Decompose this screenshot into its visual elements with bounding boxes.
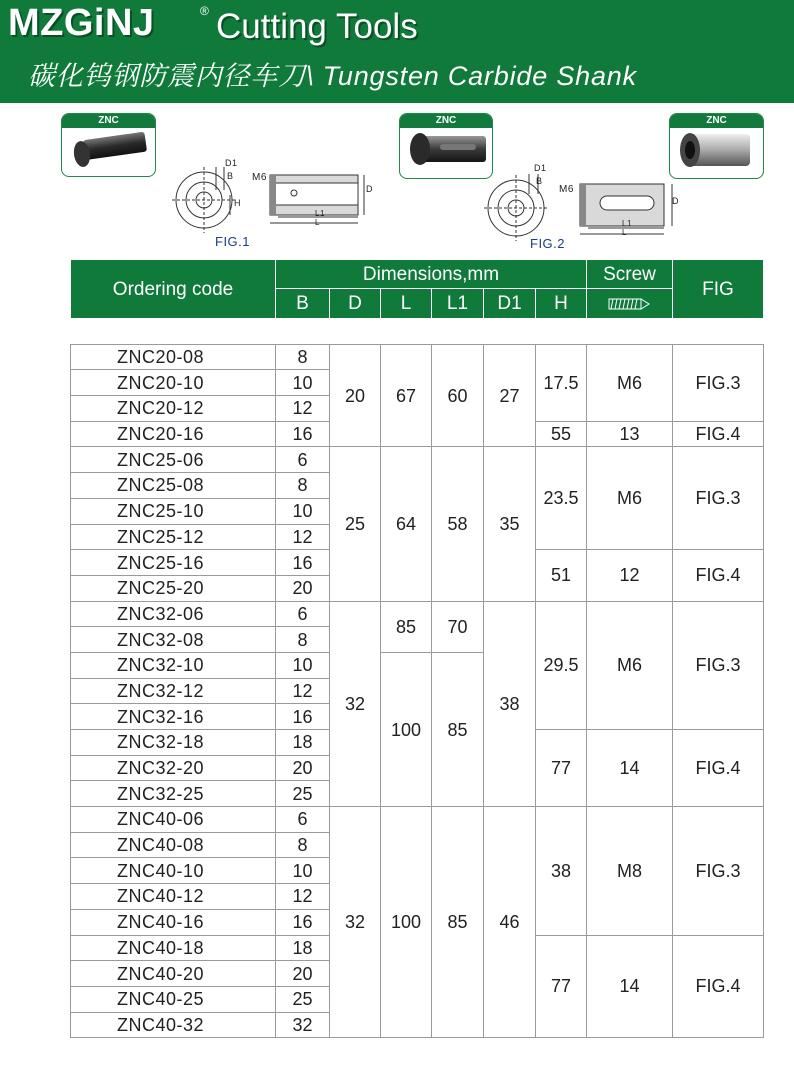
b-value: 6	[276, 447, 330, 473]
l-value: 100	[381, 807, 432, 1038]
photo-tag: ZNC	[400, 114, 492, 128]
fig2-d1-label: D1	[534, 163, 547, 173]
screw-value: M8	[587, 807, 673, 935]
col-header-h: H	[536, 289, 587, 319]
d-value: 32	[330, 601, 381, 807]
fig1-h-label: H	[234, 198, 241, 208]
ordering-code: ZNC20-12	[71, 396, 276, 422]
ordering-code: ZNC20-16	[71, 421, 276, 447]
col-header-b: B	[276, 289, 330, 319]
l-value: 64	[381, 447, 432, 601]
b-value: 16	[276, 550, 330, 576]
h-value: 77	[536, 730, 587, 807]
brand-suffix: Cutting Tools	[216, 7, 418, 46]
page-subtitle: 碳化钨钢防震内径车刀\ Tungsten Carbide Shank	[28, 61, 637, 91]
screw-symbol-cell	[587, 289, 673, 319]
ordering-code: ZNC40-08	[71, 832, 276, 858]
fig2-d-label: D	[672, 196, 679, 206]
fig2-l-label: L	[622, 228, 627, 237]
b-value: 16	[276, 704, 330, 730]
screw-value: 12	[587, 550, 673, 601]
ordering-code: ZNC25-12	[71, 524, 276, 550]
ordering-code: ZNC40-25	[71, 986, 276, 1012]
fig1-drawing	[168, 155, 368, 243]
registered-mark: ®	[200, 4, 209, 18]
fig2-b-label: B	[536, 176, 543, 186]
ordering-code: ZNC25-16	[71, 550, 276, 576]
fig-value: FIG.4	[673, 550, 764, 601]
h-value: 55	[536, 421, 587, 447]
col-header-screw: Screw	[587, 260, 673, 289]
h-value: 77	[536, 935, 587, 1038]
ordering-code: ZNC32-10	[71, 652, 276, 678]
b-value: 12	[276, 678, 330, 704]
col-header-l1: L1	[432, 289, 484, 319]
ordering-code: ZNC32-25	[71, 781, 276, 807]
shank-image-icon	[62, 114, 155, 176]
ordering-code: ZNC40-12	[71, 884, 276, 910]
b-value: 8	[276, 344, 330, 370]
ordering-code: ZNC40-16	[71, 909, 276, 935]
b-value: 6	[276, 807, 330, 833]
d-value: 20	[330, 344, 381, 447]
b-value: 12	[276, 524, 330, 550]
b-value: 20	[276, 575, 330, 601]
ordering-code: ZNC25-20	[71, 575, 276, 601]
d1-value: 46	[484, 807, 536, 1038]
spec-table	[70, 259, 764, 1038]
b-value: 6	[276, 601, 330, 627]
ordering-code: ZNC32-06	[71, 601, 276, 627]
d1-value: 35	[484, 447, 536, 601]
l-value: 100	[381, 652, 432, 806]
b-value: 12	[276, 884, 330, 910]
photo-tag: ZNC	[62, 114, 155, 128]
screw-value: 14	[587, 730, 673, 807]
fig-value: FIG.4	[673, 935, 764, 1038]
h-value: 29.5	[536, 601, 587, 729]
screw-value: M6	[587, 344, 673, 421]
fig1-l-label: L	[315, 218, 320, 227]
b-value: 18	[276, 935, 330, 961]
ordering-code: ZNC32-12	[71, 678, 276, 704]
fig2-l1-label: L1	[622, 219, 632, 228]
screw-value: M6	[587, 447, 673, 550]
b-value: 10	[276, 370, 330, 396]
b-value: 8	[276, 832, 330, 858]
b-value: 25	[276, 781, 330, 807]
l-value: 85	[381, 601, 432, 652]
brand-logo: MZGiNJ	[8, 2, 155, 44]
b-value: 8	[276, 627, 330, 653]
d-value: 32	[330, 807, 381, 1038]
fig-value: FIG.4	[673, 730, 764, 807]
ordering-code: ZNC32-08	[71, 627, 276, 653]
fig-value: FIG.3	[673, 344, 764, 421]
b-value: 20	[276, 961, 330, 987]
ordering-code: ZNC25-06	[71, 447, 276, 473]
b-value: 10	[276, 858, 330, 884]
b-value: 20	[276, 755, 330, 781]
fig2-caption: FIG.2	[530, 236, 566, 251]
header-banner	[0, 0, 794, 103]
fig1-d1-label: D1	[225, 158, 238, 168]
b-value: 10	[276, 498, 330, 524]
b-value: 32	[276, 1012, 330, 1038]
l1-value: 58	[432, 447, 484, 601]
fig-value: FIG.3	[673, 807, 764, 935]
fig1-b-label: B	[227, 171, 234, 181]
fig-value: FIG.3	[673, 447, 764, 550]
fig1-d-label: D	[366, 184, 373, 194]
ordering-code: ZNC32-18	[71, 730, 276, 756]
ordering-code: ZNC40-06	[71, 807, 276, 833]
d1-value: 27	[484, 344, 536, 447]
col-header-d: D	[330, 289, 381, 319]
d1-value: 38	[484, 601, 536, 807]
col-header-ordering-code: Ordering code	[71, 260, 276, 319]
col-header-dimensions: Dimensions,mm	[276, 260, 587, 289]
col-header-fig: FIG	[673, 260, 764, 319]
b-value: 25	[276, 986, 330, 1012]
col-header-d1: D1	[484, 289, 536, 319]
ordering-code: ZNC40-32	[71, 1012, 276, 1038]
h-value: 38	[536, 807, 587, 935]
fig1-m6-label: M6	[252, 172, 267, 183]
ordering-code: ZNC20-10	[71, 370, 276, 396]
d-value: 25	[330, 447, 381, 601]
l-value: 67	[381, 344, 432, 447]
ordering-code: ZNC25-10	[71, 498, 276, 524]
fig2-m6-label: M6	[559, 184, 574, 195]
ordering-code: ZNC40-10	[71, 858, 276, 884]
col-header-l: L	[381, 289, 432, 319]
product-photo-1	[61, 113, 156, 177]
fig1-caption: FIG.1	[215, 234, 251, 249]
screw-icon	[607, 296, 653, 312]
screw-value: 13	[587, 421, 673, 447]
l1-value: 60	[432, 344, 484, 447]
ordering-code: ZNC40-18	[71, 935, 276, 961]
photo-tag: ZNC	[670, 114, 763, 128]
b-value: 8	[276, 473, 330, 499]
h-value: 23.5	[536, 447, 587, 550]
b-value: 12	[276, 396, 330, 422]
ordering-code: ZNC40-20	[71, 961, 276, 987]
l1-value: 70	[432, 601, 484, 652]
ordering-code: ZNC32-20	[71, 755, 276, 781]
b-value: 10	[276, 652, 330, 678]
b-value: 16	[276, 909, 330, 935]
ordering-code: ZNC32-16	[71, 704, 276, 730]
ordering-code: ZNC20-08	[71, 344, 276, 370]
b-value: 16	[276, 421, 330, 447]
ordering-code: ZNC25-08	[71, 473, 276, 499]
l1-value: 85	[432, 652, 484, 806]
screw-value: 14	[587, 935, 673, 1038]
fig2-drawing	[474, 160, 694, 248]
h-value: 17.5	[536, 344, 587, 421]
fig1-l1-label: L1	[315, 209, 325, 218]
screw-value: M6	[587, 601, 673, 729]
h-value: 51	[536, 550, 587, 601]
b-value: 18	[276, 730, 330, 756]
fig-value: FIG.3	[673, 601, 764, 729]
fig-value: FIG.4	[673, 421, 764, 447]
l1-value: 85	[432, 807, 484, 1038]
